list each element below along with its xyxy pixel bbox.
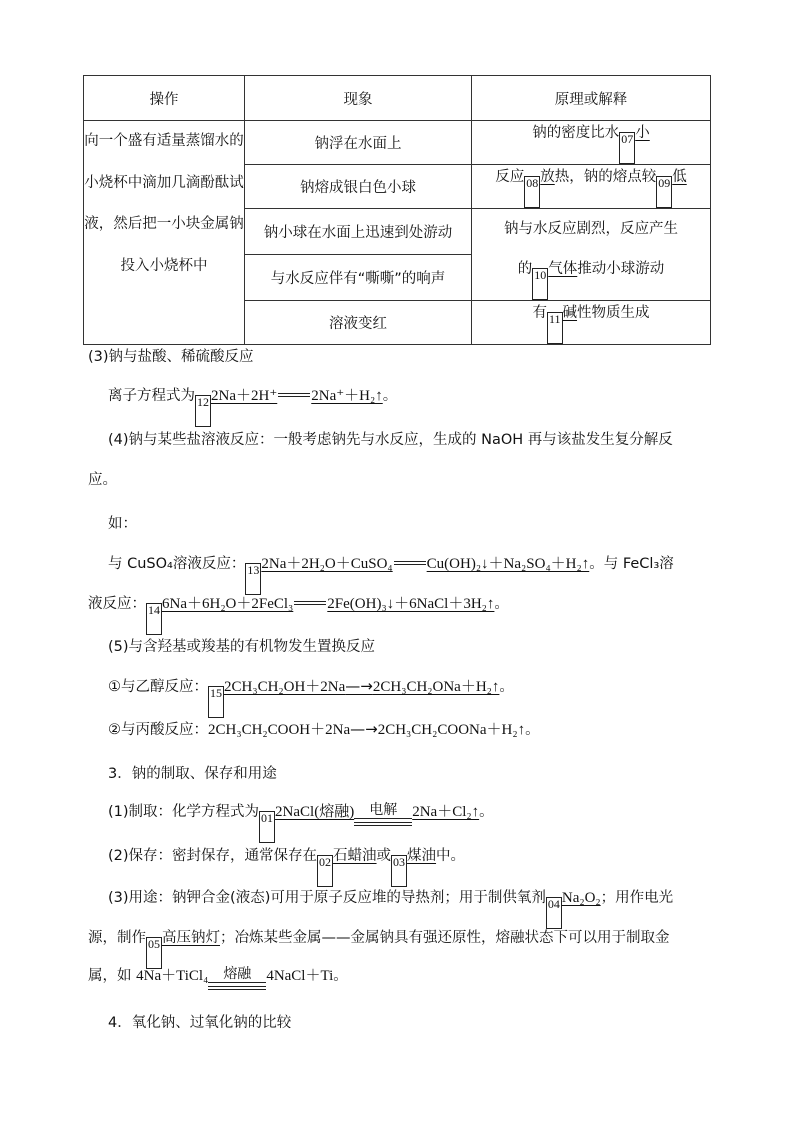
- blank-number-box: 07: [619, 132, 635, 164]
- answer: Na₂O₂: [561, 890, 601, 906]
- sec3-uses-line3: 属，如 4Na＋TiCl₄ 熔融 4NaCl＋Ti。: [88, 964, 348, 990]
- answer: 石蜡油: [333, 848, 377, 864]
- answer: 2NaCl(熔融): [275, 804, 355, 820]
- answer: 低: [672, 169, 687, 185]
- s5-propanoic-equation: ②与丙酸反应：2CH₃CH₂COOH＋2Na—→2CH₃CH₂COONa＋H₂↑。: [108, 720, 540, 738]
- answer: 2Na＋2H₂O＋CuSO₄ Cu(OH)₂↓＋Na₂SO₄＋H₂↑: [261, 556, 590, 572]
- sec4-title: 4．氧化钠、过氧化钠的比较: [108, 1015, 292, 1031]
- explanation-2: 反应 08 放热，钠的熔点较 09 低: [472, 165, 711, 209]
- s4-cuso4-equation: 与 CuSO₄溶液反应： 13 2Na＋2H₂O＋CuSO₄ Cu(OH)₂↓＋Na₂SO₄＋H₂↑。与 FeCl₃溶: [108, 552, 674, 595]
- explanation-5: 有 11 碱性物质生成: [472, 301, 711, 345]
- phenomenon-5: 溶液变红: [245, 301, 472, 345]
- blank-number-box: 10: [532, 268, 548, 300]
- blank-number-box: 09: [656, 176, 672, 208]
- blank-number-box: 03: [391, 855, 407, 887]
- blank-number-box: 02: [317, 855, 333, 887]
- phenomenon-1: 钠浮在水面上: [245, 121, 472, 165]
- answer: 气体: [548, 261, 578, 277]
- sec3-storage: (2)保存：密封保存，通常保存在 02 石蜡油或 03 煤油中。: [108, 844, 465, 887]
- answer: 高压钠灯: [162, 930, 220, 946]
- blank-number-box: 12: [195, 395, 211, 427]
- blank-number-box: 14: [146, 603, 162, 635]
- answer: 2CH₃CH₂OH＋2Na—→2CH₃CH₂ONa＋H₂↑: [224, 677, 500, 695]
- s4-title-line1: (4)钠与某些盐溶液反应：一般考虑钠先与水反应，生成的 NaOH 再与该盐发生复分解反: [108, 432, 673, 448]
- blank-number-box: 05: [146, 937, 162, 969]
- blank-number-box: 13: [245, 563, 261, 595]
- s4-title-line2: 应。: [88, 472, 117, 488]
- answer: 2Na＋2H⁺ 2Na⁺＋H₂↑: [211, 388, 383, 404]
- header-operation: 操作: [84, 76, 245, 121]
- reaction-condition: 熔融: [208, 967, 266, 990]
- explanation-1: 钠的密度比水 07 小: [472, 121, 711, 165]
- sec3-preparation: (1)制取：化学方程式为 01 2NaCl(熔融) 电解 2Na＋Cl₂↑。: [108, 800, 494, 843]
- s5-ethanol-equation: ①与乙醇反应： 15 2CH₃CH₂OH＋2Na—→2CH₃CH₂ONa＋H₂↑。: [108, 675, 514, 718]
- s4-ru: 如：: [108, 516, 137, 532]
- header-phenomenon: 现象: [245, 76, 472, 121]
- explanation-3: 钠与水反应剧烈，反应产生 的 10 气体推动小球游动: [472, 209, 711, 301]
- s5-title: (5)与含羟基或羧基的有机物发生置换反应: [108, 639, 376, 655]
- answer: 2Na＋Cl₂↑: [412, 804, 480, 820]
- phenomenon-4: 与水反应伴有“嘶嘶”的响声: [245, 255, 472, 301]
- header-explanation: 原理或解释: [472, 76, 711, 121]
- phenomenon-2: 钠熔成银白色小球: [245, 165, 472, 209]
- answer: 煤油: [407, 848, 437, 864]
- reaction-condition: 电解: [354, 803, 412, 826]
- operation-cell: 向一个盛有适量蒸馏水的小烧杯中滴加几滴酚酞试液，然后把一小块金属钠投入小烧杯中: [84, 121, 245, 345]
- blank-number-box: 04: [546, 897, 562, 929]
- answer: 放: [540, 169, 555, 185]
- s4-fecl3-equation: 液反应： 14 6Na＋6H₂O＋2FeCl₃ 2Fe(OH)₃↓＋6NaCl＋3H₂↑。: [88, 592, 509, 635]
- s3-ionic-equation: 离子方程式为 12 2Na＋2H⁺ 2Na⁺＋H₂↑。: [108, 384, 397, 427]
- sec3-title: 3．钠的制取、保存和用途: [108, 766, 277, 782]
- answer: 碱: [562, 305, 578, 321]
- blank-number-box: 11: [547, 312, 563, 344]
- answer: 小: [635, 125, 650, 141]
- sec3-uses-line1: (3)用途：钠钾合金(液态)可用于原子反应堆的导热剂；用于制供氧剂 04 Na₂O₂；用作电光: [108, 886, 673, 929]
- experiment-table: [83, 75, 711, 345]
- blank-number-box: 08: [524, 176, 540, 208]
- s3-title: (3)钠与盐酸、稀硫酸反应: [88, 349, 254, 365]
- sec3-uses-line2: 源，制作 05 高压钠灯；冶炼某些金属——金属钠具有强还原性，熔融状态下可以用于制取金: [88, 926, 670, 969]
- answer: 6Na＋6H₂O＋2FeCl₃ 2Fe(OH)₃↓＋6NaCl＋3H₂↑: [162, 596, 495, 612]
- blank-number-box: 15: [208, 686, 224, 718]
- blank-number-box: 01: [259, 811, 275, 843]
- phenomenon-3: 钠小球在水面上迅速到处游动: [245, 209, 472, 255]
